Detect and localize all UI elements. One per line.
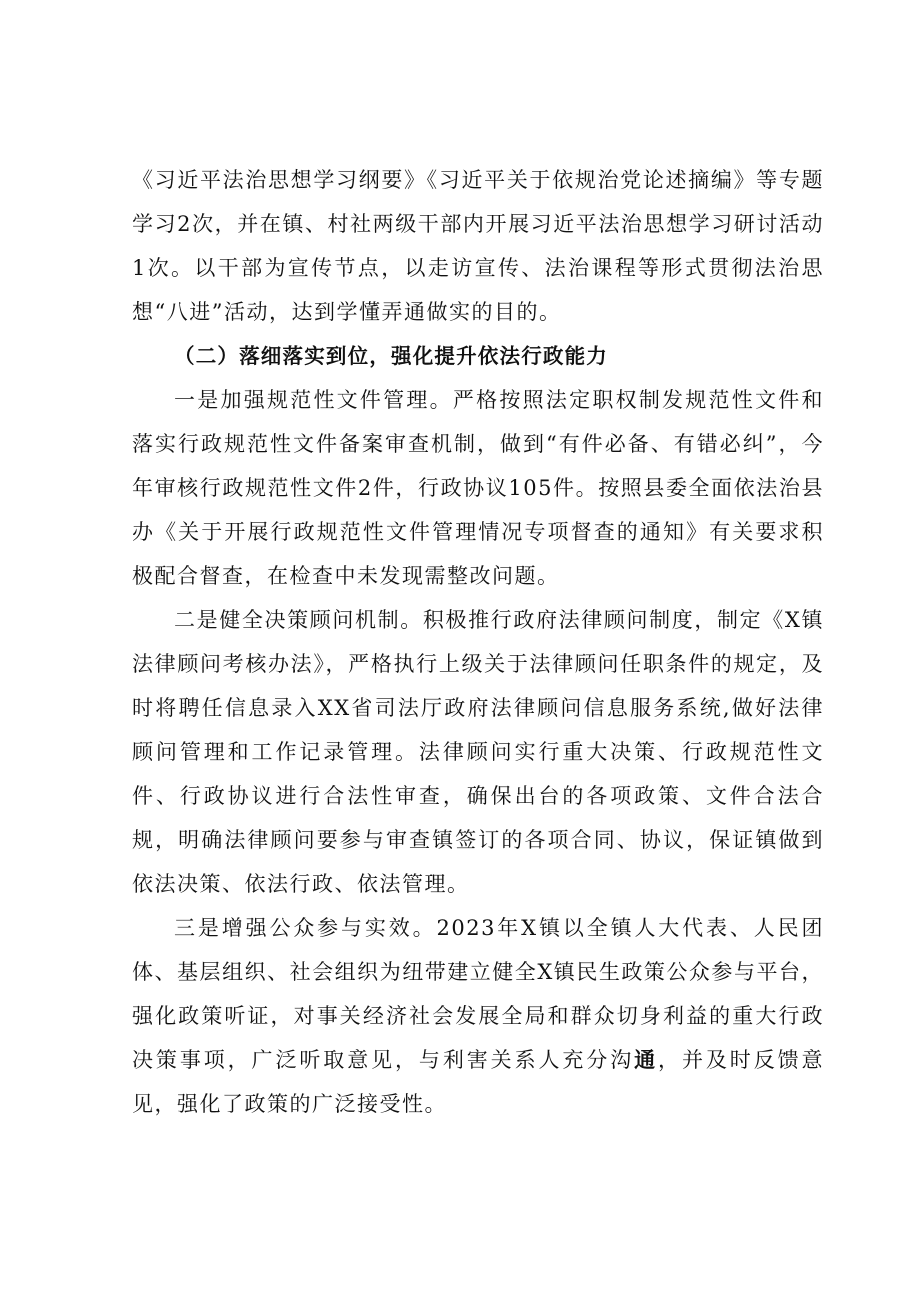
paragraph-study-activities: 《习近平法治思想学习纲要》《习近平关于依规治党论述摘编》等专题学习2次，并在镇、村社两级干部内开展习近平法治思想学习研讨活动1次。以干部为宣传节点，以走访宣传、法治课程等形式贯彻法治思想“八进”活动，达到学懂弄通做实的目的。 [132,168,824,324]
document-body [132,158,824,1126]
paragraph-legal-advisor: 二是健全决策顾问机制。积极推行政府法律顾问制度，制定《X镇法律顾问考核办法》，严格执行上级关于法律顾问任职条件的规定，及时将聘任信息录入XX省司法厅政府法律顾问信息服务系统,做好法律顾问管理和工作记录管理。法律顾问实行重大决策、行政规范性文件、行政协议进行合法性审查，确保出台的各项政策、文件合法合规，明确法律顾问要参与审查镇签订的各项合同、协议，保证镇做到依法决策、依法行政、依法管理。 [132,608,824,896]
paragraph-normative-documents: 一是加强规范性文件管理。严格按照法定职权制发规范性文件和落实行政规范性文件备案审查机制，做到“有件必备、有错必纠”，今年审核行政规范性文件2件，行政协议105件。按照县委全面依法治县办《关于开展行政规范性文件管理情况专项督查的通知》有关要求积极配合督查，在检查中未发现需整改问题。 [132,388,824,588]
public-participation-text-a: 三是增强公众参与实效。2023年X镇以全镇人大代表、人民团体、基层组织、社会组织为纽带建立健全X镇民生政策公众参与平台，强化政策听证，对事关经济社会发展全局和群众切身利益的重大行政决策事项，广泛听取意见，与利害关系人充分沟 [132,916,824,1072]
paragraph-public-participation [132,906,824,1126]
public-participation-bold-char: 通 [634,1047,659,1072]
public-participation-text-b: ，并及时反馈意见，强化了政策的广泛接受性。 [132,1048,825,1116]
section-heading-2: （二）落细落实到位，强化提升依法行政能力 [174,344,608,368]
